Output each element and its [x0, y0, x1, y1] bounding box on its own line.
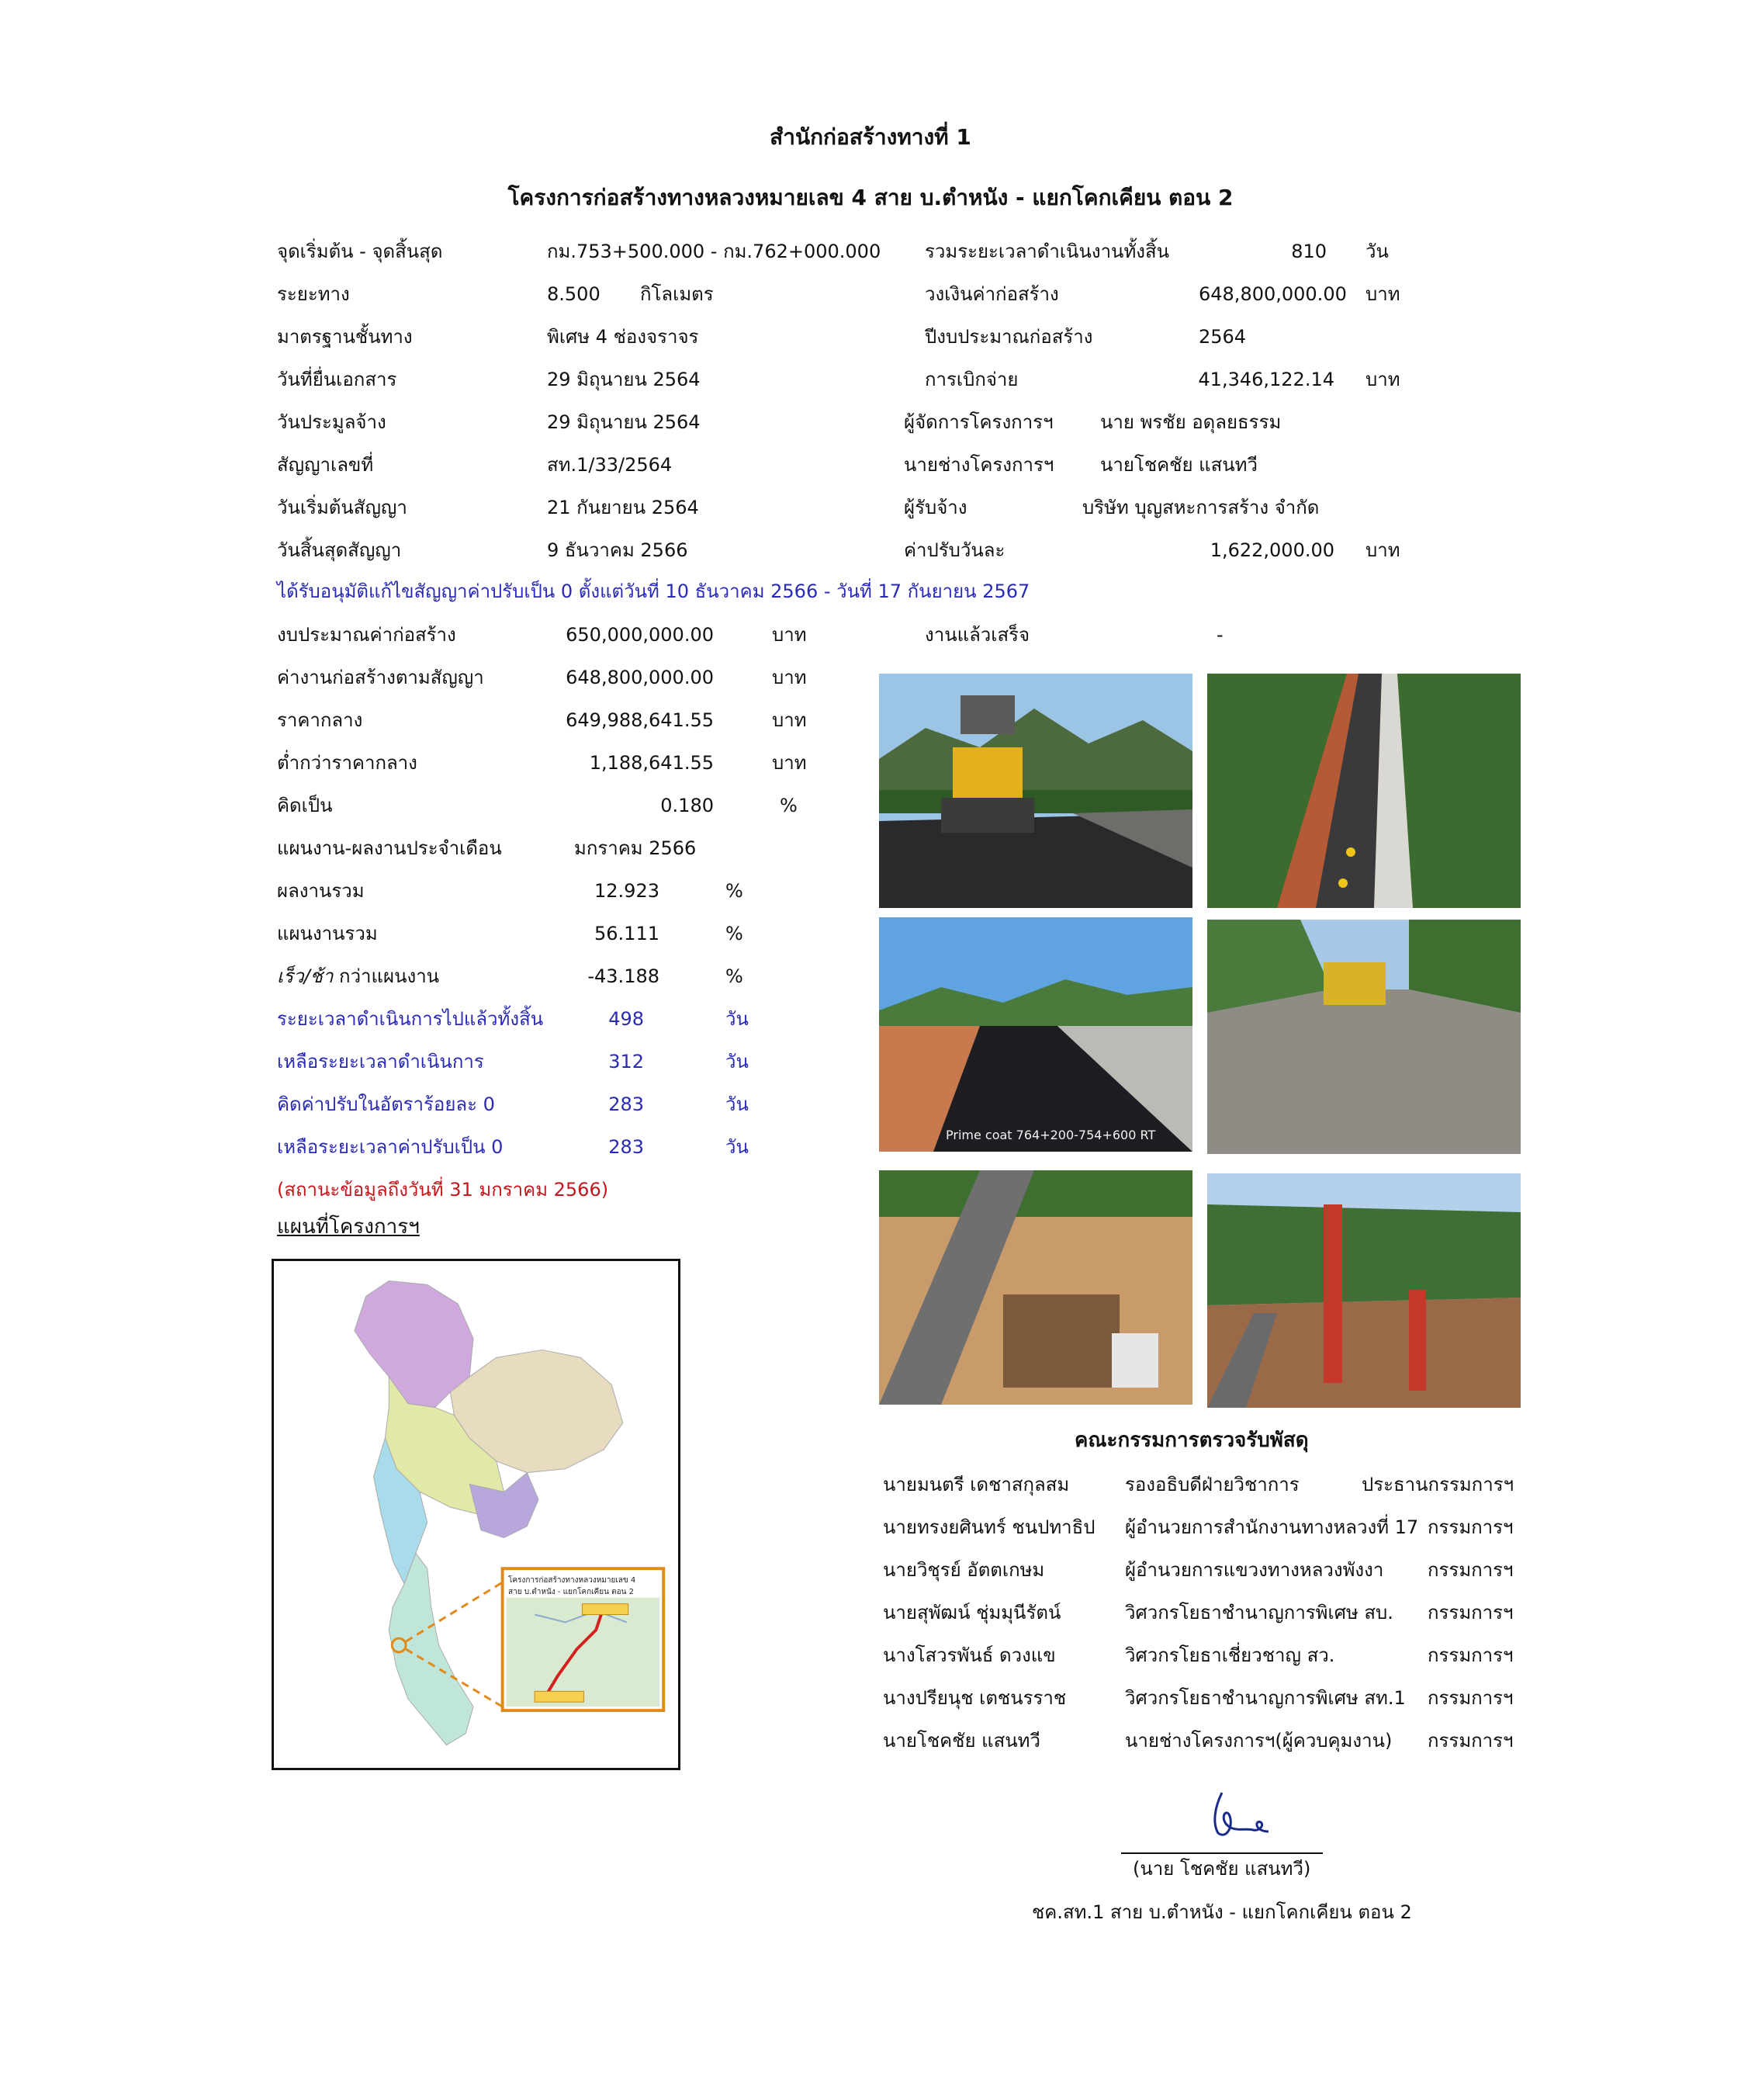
- progress-unit: %: [725, 880, 743, 902]
- committee-title: คณะกรรมการตรวจรับพัสดุ: [1075, 1429, 1309, 1452]
- budget-value: 1,188,641.55: [589, 752, 714, 774]
- info-value: นายโชคชัย แสนทวี: [1100, 454, 1258, 476]
- info-label: วันประมูลจ้าง: [277, 411, 386, 433]
- duration-unit: วัน: [725, 1008, 749, 1030]
- info-label: รวมระยะเวลาดำเนินงานทั้งสิ้น: [925, 241, 1170, 262]
- duration-label: ระยะเวลาดำเนินการไปแล้วทั้งสิ้น: [277, 1008, 544, 1030]
- info-label: ค่าปรับวันละ: [904, 539, 1005, 561]
- member-role: กรรมการฯ: [1428, 1687, 1514, 1709]
- info-label: ผู้จัดการโครงการฯ: [904, 411, 1054, 433]
- budget-unit: บาท: [772, 624, 807, 646]
- member-name: นายโชคชัย แสนทวี: [883, 1730, 1040, 1752]
- progress-value: 56.111: [594, 923, 659, 944]
- amendment-note: ได้รับอนุมัติแก้ไขสัญญาค่าปรับเป็น 0 ตั้งแต่วันที่ 10 ธันวาคม 2566 - วันที่ 17 กันยายน 2567: [277, 580, 1030, 602]
- member-role: กรรมการฯ: [1428, 1602, 1514, 1624]
- info-unit: บาท: [1365, 539, 1400, 561]
- budget-unit: บาท: [772, 667, 807, 688]
- info-value: 41,346,122.14: [1198, 369, 1334, 390]
- member-name: นายวิชุรย์ อัตตเกษม: [883, 1559, 1045, 1581]
- budget-value: 649,988,641.55: [566, 709, 714, 731]
- thailand-map-graphic: [274, 1261, 678, 1768]
- office-title: สำนักก่อสร้างทางที่ 1: [770, 124, 971, 150]
- member-name: นายสุพัฒน์ ชุ่มมุนีรัตน์: [883, 1602, 1061, 1624]
- budget-label: ค่างานก่อสร้างตามสัญญา: [277, 667, 484, 688]
- progress-label: [277, 964, 439, 989]
- progress-unit: %: [725, 965, 743, 987]
- info-label: การเบิกจ่าย: [925, 369, 1019, 390]
- budget-unit: %: [780, 795, 798, 816]
- info-value: นาย พรชัย อดุลยธรรม: [1100, 411, 1282, 433]
- status-note: (สถานะข้อมูลถึงวันที่ 31 มกราคม 2566): [277, 1179, 609, 1201]
- member-position: นายช่างโครงการฯ(ผู้ควบคุมงาน): [1125, 1730, 1393, 1752]
- progress-label: ผลงานรวม: [277, 880, 365, 902]
- photo-caption: Prime coat 764+200-754+600 RT: [946, 1128, 1156, 1142]
- info-label: วงเงินค่าก่อสร้าง: [925, 283, 1059, 305]
- budget-unit: บาท: [772, 752, 807, 774]
- budget-unit: บาท: [772, 709, 807, 731]
- info-label: ผู้รับจ้าง: [904, 497, 967, 518]
- member-name: นางโสวรพันธ์ ดวงแข: [883, 1644, 1056, 1666]
- info-value: 648,800,000.00: [1199, 283, 1347, 305]
- duration-label: คิดค่าปรับในอัตราร้อยละ 0: [277, 1093, 495, 1115]
- project-map: [272, 1259, 680, 1770]
- info-value: 21 กันยายน 2564: [547, 497, 699, 518]
- duration-value: 312: [608, 1051, 644, 1073]
- map-heading: แผนที่โครงการฯ: [277, 1215, 420, 1239]
- member-position: ผู้อำนวยการแขวงทางหลวงพังงา: [1125, 1559, 1384, 1581]
- info-label: วันสิ้นสุดสัญญา: [277, 539, 402, 561]
- member-role: กรรมการฯ: [1428, 1516, 1514, 1538]
- photo-bridge-excavation: [879, 1170, 1192, 1405]
- member-position: ผู้อำนวยการสำนักงานทางหลวงที่ 17: [1125, 1516, 1419, 1538]
- budget-value: 648,800,000.00: [566, 667, 714, 688]
- progress-unit: %: [725, 923, 743, 944]
- member-position: วิศวกรโยธาชำนาญการพิเศษ สบ.: [1125, 1602, 1393, 1624]
- photo-road-roller: [879, 674, 1192, 908]
- budget-label: ราคากลาง: [277, 709, 363, 731]
- signer-name: (นาย โชคชัย แสนทวี): [1133, 1858, 1311, 1880]
- info-value: 29 มิถุนายน 2564: [547, 411, 701, 433]
- info-value: 2564: [1199, 326, 1247, 348]
- info-value: 9 ธันวาคม 2566: [547, 539, 688, 561]
- project-title: โครงการก่อสร้างทางหลวงหมายเลข 4 สาย บ.ตำหนัง - แยกโคกเคียน ตอน 2: [507, 185, 1234, 210]
- signer-position: ชค.สท.1 สาย บ.ตำหนัง - แยกโคกเคียน ตอน 2: [1032, 1901, 1412, 1923]
- info-label: สัญญาเลขที่: [277, 454, 374, 476]
- monthly-plan-label: แผนงาน-ผลงานประจำเดือน: [277, 837, 502, 859]
- info-value: บริษัท บุญสหะการสร้าง จำกัด: [1082, 497, 1320, 518]
- photo-bridge-pier: [1207, 1173, 1521, 1408]
- info-label: วันที่ยื่นเอกสาร: [277, 369, 397, 390]
- info-unit: บาท: [1365, 283, 1400, 305]
- member-position: วิศวกรโยธาเชี่ยวชาญ สว.: [1125, 1644, 1335, 1666]
- member-role: กรรมการฯ: [1428, 1559, 1514, 1581]
- member-position: รองอธิบดีฝ่ายวิชาการ: [1125, 1474, 1300, 1495]
- budget-label: คิดเป็น: [277, 795, 333, 816]
- budget-label: ต่ำกว่าราคากลาง: [277, 752, 417, 774]
- duration-unit: วัน: [725, 1051, 749, 1073]
- budget-value: 0.180: [660, 795, 714, 816]
- completed-work-value: -: [1217, 624, 1224, 646]
- member-name: นายทรงยศินทร์ ชนปทาธิป: [883, 1516, 1095, 1538]
- duration-unit: วัน: [725, 1136, 749, 1158]
- photo-prime-coat: [879, 917, 1192, 1152]
- info-label: มาตรฐานชั้นทาง: [277, 326, 413, 348]
- progress-value: -43.188: [587, 965, 659, 987]
- info-value: 810: [1291, 241, 1327, 262]
- info-value: สท.1/33/2564: [547, 454, 673, 476]
- inset-title: โครงการก่อสร้างทางหลวงหมายเลข 4: [508, 1576, 636, 1585]
- info-unit: บาท: [1365, 369, 1400, 390]
- progress-label-rest: กว่าแผนงาน: [333, 965, 440, 987]
- budget-value: 650,000,000.00: [566, 624, 714, 646]
- duration-label: เหลือระยะเวลาดำเนินการ: [277, 1051, 484, 1073]
- progress-value: 12.923: [594, 880, 659, 902]
- info-label: ระยะทาง: [277, 283, 350, 305]
- info-unit: กิโลเมตร: [640, 283, 714, 305]
- handwritten-signature: [1199, 1785, 1284, 1847]
- info-label: จุดเริ่มต้น - จุดสิ้นสุด: [277, 241, 443, 262]
- member-role: ประธานกรรมการฯ: [1362, 1474, 1514, 1495]
- inset-subtitle: สาย บ.ตำหนัง - แยกโคกเคียน ตอน 2: [508, 1588, 635, 1596]
- info-value: 29 มิถุนายน 2564: [547, 369, 701, 390]
- duration-value: 498: [608, 1008, 644, 1030]
- member-role: กรรมการฯ: [1428, 1644, 1514, 1666]
- info-value: พิเศษ 4 ช่องจราจร: [547, 326, 699, 348]
- budget-label: งบประมาณค่าก่อสร้าง: [277, 624, 456, 646]
- duration-unit: วัน: [725, 1093, 749, 1115]
- duration-label: เหลือระยะเวลาค่าปรับเป็น 0: [277, 1136, 504, 1158]
- progress-label-italic: เร็ว/ช้า: [277, 965, 334, 987]
- completed-work-label: งานแล้วเสร็จ: [925, 624, 1030, 646]
- duration-value: 283: [608, 1136, 644, 1158]
- info-value: 1,622,000.00: [1210, 539, 1334, 561]
- progress-label: แผนงานรวม: [277, 923, 378, 944]
- signature-line: [1121, 1852, 1323, 1854]
- duration-value: 283: [608, 1093, 644, 1115]
- info-label: ปีงบประมาณก่อสร้าง: [925, 326, 1093, 348]
- monthly-plan-value: มกราคม 2566: [574, 837, 697, 859]
- photo-grader: [1207, 920, 1521, 1154]
- member-position: วิศวกรโยธาชำนาญการพิเศษ สท.1: [1125, 1687, 1406, 1709]
- info-label: นายช่างโครงการฯ: [904, 454, 1054, 476]
- member-role: กรรมการฯ: [1428, 1730, 1514, 1752]
- member-name: นางปรียนุช เตชนรราช: [883, 1687, 1067, 1709]
- photo-aerial-highway: [1207, 674, 1521, 908]
- info-value: 8.500: [547, 283, 601, 305]
- info-label: วันเริ่มต้นสัญญา: [277, 497, 407, 518]
- info-unit: วัน: [1365, 241, 1389, 262]
- info-value: กม.753+500.000 - กม.762+000.000: [547, 241, 881, 262]
- member-name: นายมนตรี เดชาสกุลสม: [883, 1474, 1070, 1495]
